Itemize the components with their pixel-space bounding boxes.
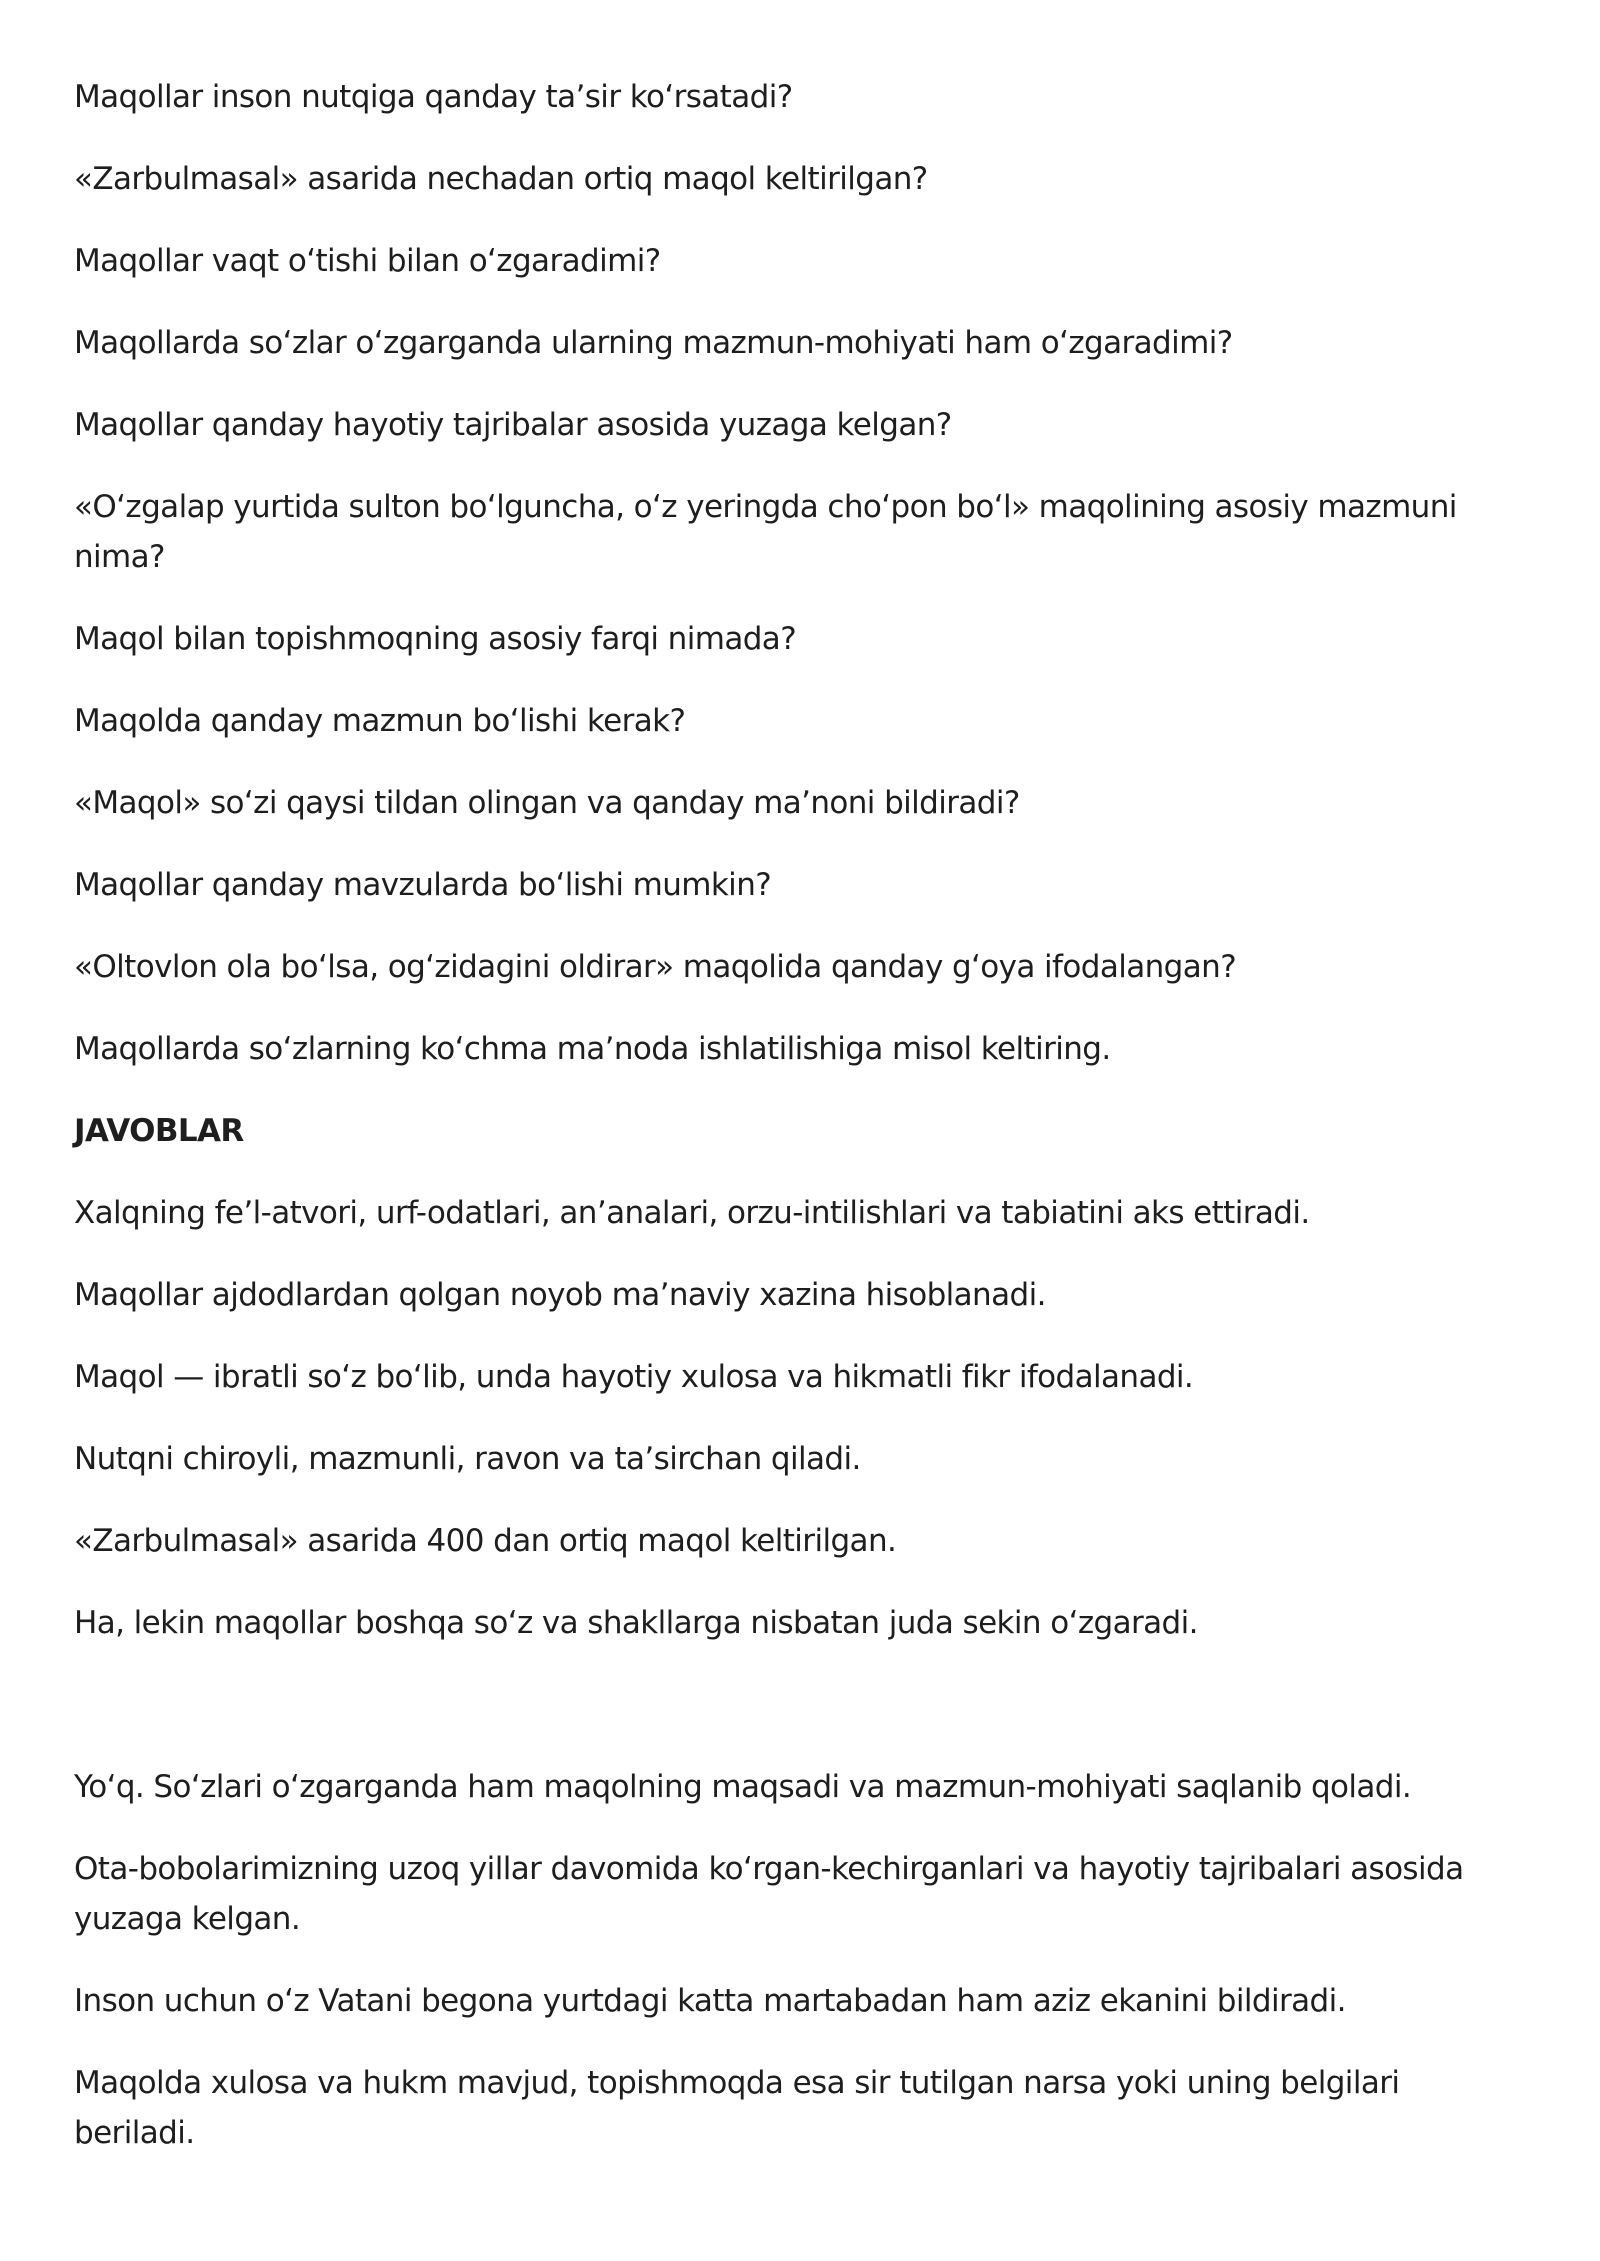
answer-7: Yo‘q. So‘zlari o‘zgarganda ham maqolning maqsadi va mazmun-mohiyati saqlanib qoladi.: [74, 1769, 1412, 1805]
answers-heading: JAVOBLAR: [74, 1113, 244, 1149]
question-11: «Oltovlon ola bo‘lsa, og‘zidagini oldirar» maqolida qanday g‘oya ifodalangan?: [74, 949, 1237, 985]
question-9: «Maqol» so‘zi qaysi tildan olingan va qanday ma’noni bildiradi?: [74, 785, 1020, 821]
answer-1: Xalqning fe’l-atvori, urf-odatlari, an’analari, orzu-intilishlari va tabiatini aks ettiradi.: [74, 1195, 1310, 1231]
answer-5: «Zarbulmasal» asarida 400 dan ortiq maqol keltirilgan.: [74, 1523, 897, 1559]
question-12: Maqollarda so‘zlarning ko‘chma ma’noda ishlatilishiga misol keltiring.: [74, 1031, 1111, 1067]
question-8: Maqolda qanday mazmun bo‘lishi kerak?: [74, 703, 686, 739]
question-6: «O‘zgalap yurtida sulton bo‘lguncha, o‘z yeringda cho‘pon bo‘l» maqolining asosiy mazmuni nima?: [74, 489, 1457, 575]
answer-10: Maqolda xulosa va hukm mavjud, topishmoqda esa sir tutilgan narsa yoki uning belgilari beriladi.: [74, 2065, 1400, 2151]
answer-6: Ha, lekin maqollar boshqa so‘z va shakllarga nisbatan juda sekin o‘zgaradi.: [74, 1605, 1198, 1641]
answer-8: Ota-bobolarimizning uzoq yillar davomida ko‘rgan-kechirganlari va hayotiy tajribalari asosida yuzaga kelgan.: [74, 1851, 1464, 1937]
question-4: Maqollarda so‘zlar o‘zgarganda ularning mazmun-mohiyati ham o‘zgaradimi?: [74, 325, 1233, 361]
answer-3: Maqol — ibratli so‘z bo‘lib, unda hayotiy xulosa va hikmatli fikr ifodalanadi.: [74, 1359, 1194, 1395]
answer-4: Nutqni chiroyli, mazmunli, ravon va ta’sirchan qiladi.: [74, 1441, 861, 1477]
question-10: Maqollar qanday mavzularda bo‘lishi mumkin?: [74, 867, 772, 903]
question-5: Maqollar qanday hayotiy tajribalar asosida yuzaga kelgan?: [74, 407, 952, 443]
question-1: Maqollar inson nutqiga qanday ta’sir ko‘rsatadi?: [74, 79, 793, 115]
answer-2: Maqollar ajdodlardan qolgan noyob ma’naviy xazina hisoblanadi.: [74, 1277, 1046, 1313]
question-3: Maqollar vaqt o‘tishi bilan o‘zgaradimi?: [74, 243, 661, 279]
answer-9: Inson uchun o‘z Vatani begona yurtdagi katta martabadan ham aziz ekanini bildiradi.: [74, 1983, 1346, 2019]
question-7: Maqol bilan topishmoqning asosiy farqi nimada?: [74, 621, 797, 657]
question-2: «Zarbulmasal» asarida nechadan ortiq maqol keltirilgan?: [74, 161, 928, 197]
document-page: [74, 72, 1514, 2190]
blank-spacer: [74, 1680, 1514, 1762]
